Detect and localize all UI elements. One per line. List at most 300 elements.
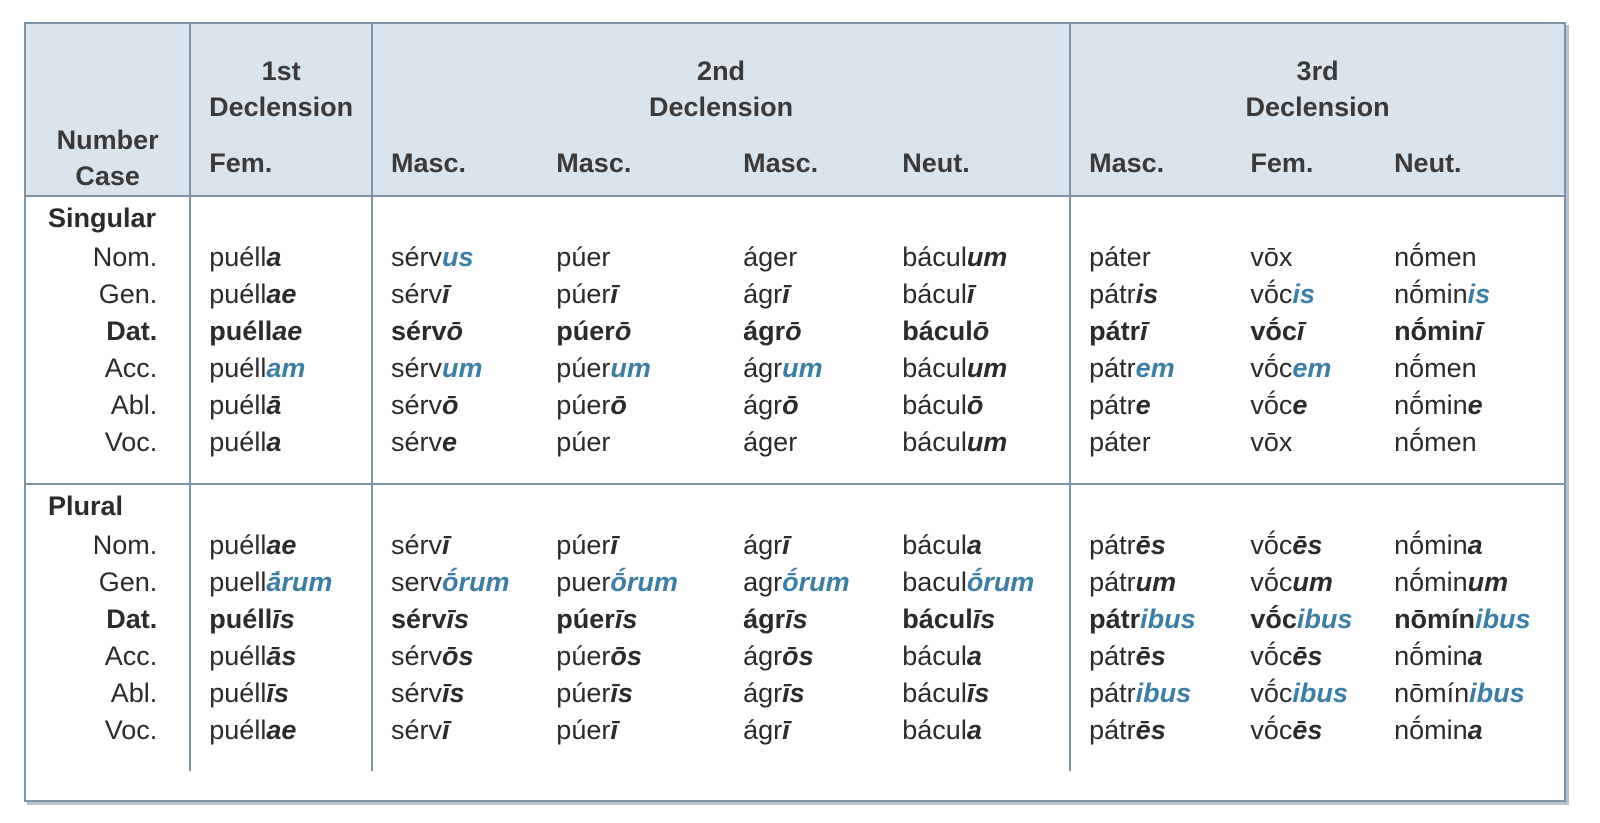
- stem: pátr: [1089, 715, 1136, 745]
- stem: nṓmen: [1394, 242, 1477, 272]
- word-form: [538, 712, 725, 749]
- spacer-cell: [372, 749, 538, 771]
- stem: púer: [556, 242, 611, 272]
- stem: púer: [556, 604, 615, 634]
- ending: ṓrum: [782, 567, 850, 597]
- declension-3-ordinal: 3rd: [1296, 56, 1339, 86]
- stem: vṓc: [1250, 715, 1293, 745]
- stem: ágr: [743, 353, 783, 383]
- ending: īs: [442, 678, 465, 708]
- ending: is: [1467, 279, 1491, 309]
- word-form: [1070, 601, 1232, 638]
- case-label: Dat.: [26, 313, 190, 350]
- empty-cell: [538, 484, 725, 527]
- case-label: Voc.: [26, 712, 190, 749]
- ending: ō: [782, 390, 799, 420]
- stem: vṓc: [1250, 530, 1293, 560]
- word-form: [372, 350, 538, 387]
- ending: um: [1135, 567, 1177, 597]
- empty-cell: [1232, 484, 1376, 527]
- ending: e: [1292, 390, 1308, 420]
- ending: īs: [972, 604, 996, 634]
- table-row: [26, 527, 1564, 564]
- ending: ōs: [610, 641, 642, 671]
- stem: sérv: [390, 427, 442, 457]
- word-form: [538, 424, 725, 461]
- ending: ī: [1296, 316, 1305, 346]
- spacer-cell: [538, 461, 725, 484]
- word-form: [725, 276, 884, 313]
- spacer-cell: [26, 461, 190, 484]
- stem: bácul: [902, 390, 967, 420]
- case-label: Acc.: [26, 638, 190, 675]
- spacer-cell: [1232, 749, 1376, 771]
- number-case-header: [26, 24, 190, 196]
- spacer-cell: [1376, 749, 1564, 771]
- case-label: Case: [75, 161, 140, 191]
- stem: áger: [743, 427, 798, 457]
- word-form: [1376, 675, 1564, 712]
- ending: ō: [614, 316, 632, 346]
- word-form: [1070, 424, 1232, 461]
- ending: ēs: [1292, 715, 1323, 745]
- word-form: [1376, 638, 1564, 675]
- word-form: [190, 564, 372, 601]
- empty-cell: [884, 484, 1070, 527]
- case-label: Gen.: [26, 564, 190, 601]
- group-label: Singular: [26, 196, 190, 239]
- ending: ī: [610, 279, 618, 309]
- word-form: [884, 527, 1070, 564]
- declension-2-header: [372, 24, 1070, 131]
- word-form: [884, 564, 1070, 601]
- stem: sérv: [390, 316, 447, 346]
- spacer-cell: [725, 749, 884, 771]
- ending: īs: [266, 678, 289, 708]
- stem: puéll: [209, 604, 273, 634]
- word-form: [1232, 350, 1376, 387]
- stem: pátr: [1089, 678, 1136, 708]
- word-form: [372, 424, 538, 461]
- stem: púer: [556, 353, 611, 383]
- table-row: [26, 564, 1564, 601]
- stem: sérv: [390, 641, 442, 671]
- word-form: [190, 387, 372, 424]
- word-form: [1232, 675, 1376, 712]
- declension-3-header: [1070, 24, 1564, 131]
- word-form: [1232, 564, 1376, 601]
- word-form: [372, 276, 538, 313]
- word-form: [1070, 527, 1232, 564]
- empty-cell: [372, 484, 538, 527]
- declension-1-header: [190, 24, 372, 131]
- stem: vōx: [1250, 427, 1293, 457]
- stem: agr: [743, 567, 783, 597]
- word-form: [1376, 527, 1564, 564]
- declension-1-word: Declension: [209, 92, 354, 122]
- declension-table: [26, 24, 1564, 771]
- gender-header: Neut.: [884, 131, 1070, 196]
- stem: nṓmin: [1394, 279, 1468, 309]
- stem: puéll: [209, 390, 267, 420]
- stem: púer: [556, 390, 611, 420]
- word-form: [538, 564, 725, 601]
- empty-cell: [1070, 196, 1232, 239]
- stem: puéll: [209, 715, 267, 745]
- ending: ēs: [1292, 530, 1323, 560]
- stem: ágr: [743, 715, 783, 745]
- ending: ēs: [1135, 530, 1166, 560]
- ending: e: [1467, 390, 1483, 420]
- empty-cell: [1376, 484, 1564, 527]
- stem: puéll: [209, 353, 267, 383]
- spacer-cell: [190, 461, 372, 484]
- stem: vṓc: [1250, 641, 1293, 671]
- ending: um: [966, 353, 1008, 383]
- word-form: [884, 638, 1070, 675]
- stem: pátr: [1089, 279, 1136, 309]
- ending: ēs: [1292, 641, 1323, 671]
- ending: ā́rum: [266, 567, 333, 597]
- word-form: [1376, 601, 1564, 638]
- word-form: [372, 564, 538, 601]
- gender-header: Masc.: [1070, 131, 1232, 196]
- stem: bácul: [902, 715, 967, 745]
- case-label: Nom.: [26, 239, 190, 276]
- stem: bácul: [902, 242, 967, 272]
- gender-header: Masc.: [538, 131, 725, 196]
- ending: ō: [446, 316, 464, 346]
- spacer-cell: [1376, 461, 1564, 484]
- word-form: [1376, 350, 1564, 387]
- stem: ágr: [743, 279, 783, 309]
- stem: nṓmin: [1394, 567, 1468, 597]
- stem: púer: [556, 316, 615, 346]
- word-form: [884, 675, 1070, 712]
- stem: sérv: [390, 279, 442, 309]
- stem: nṓmen: [1394, 427, 1477, 457]
- ending: ī: [1140, 316, 1148, 346]
- stem: puéll: [209, 678, 267, 708]
- stem: vṓc: [1250, 279, 1293, 309]
- group-spacer: [26, 749, 1564, 771]
- word-form: [372, 239, 538, 276]
- ending: um: [1467, 567, 1509, 597]
- stem: ágr: [743, 316, 786, 346]
- word-form: [538, 276, 725, 313]
- stem: ágr: [743, 604, 786, 634]
- ending: ibus: [1469, 678, 1525, 708]
- word-form: [1376, 239, 1564, 276]
- table-row: [26, 712, 1564, 749]
- ending: ibus: [1296, 604, 1353, 634]
- ending: īs: [966, 678, 990, 708]
- word-form: [372, 638, 538, 675]
- word-form: [884, 239, 1070, 276]
- table-body: [26, 196, 1564, 771]
- word-form: [1232, 527, 1376, 564]
- ending: ī: [610, 715, 618, 745]
- word-form: [884, 276, 1070, 313]
- ending: ibus: [1475, 604, 1531, 634]
- word-form: [884, 350, 1070, 387]
- gender-header: Masc.: [725, 131, 884, 196]
- word-form: [538, 350, 725, 387]
- stem: púer: [556, 715, 611, 745]
- spacer-cell: [372, 461, 538, 484]
- stem: ágr: [743, 530, 783, 560]
- stem: púer: [556, 279, 611, 309]
- stem: bácul: [902, 353, 967, 383]
- word-form: [1070, 387, 1232, 424]
- empty-cell: [538, 196, 725, 239]
- word-form: [1070, 638, 1232, 675]
- stem: bácul: [902, 641, 967, 671]
- word-form: [725, 313, 884, 350]
- ending: ae: [272, 316, 303, 346]
- stem: sérv: [390, 390, 442, 420]
- stem: pátr: [1089, 567, 1136, 597]
- word-form: [725, 350, 884, 387]
- word-form: [1070, 276, 1232, 313]
- ending: um: [966, 427, 1008, 457]
- table-row: [26, 424, 1564, 461]
- word-form: [884, 424, 1070, 461]
- stem: pátr: [1089, 390, 1136, 420]
- ending: ī: [966, 279, 975, 309]
- stem: nōmín: [1394, 604, 1476, 634]
- ending: īs: [446, 604, 470, 634]
- ending: am: [266, 353, 306, 383]
- word-form: [1070, 313, 1232, 350]
- stem: nṓmin: [1394, 530, 1468, 560]
- word-form: [538, 527, 725, 564]
- word-form: [538, 313, 725, 350]
- stem: pátr: [1089, 353, 1136, 383]
- word-form: [1232, 424, 1376, 461]
- stem: pátr: [1089, 604, 1141, 634]
- group-label-row: [26, 484, 1564, 527]
- stem: páter: [1089, 427, 1151, 457]
- stem: vṓc: [1250, 567, 1293, 597]
- word-form: [538, 638, 725, 675]
- stem: vṓc: [1250, 316, 1297, 346]
- table-row: [26, 601, 1564, 638]
- stem: sérv: [390, 530, 442, 560]
- declension-2-word: Declension: [649, 92, 794, 122]
- stem: nṓmin: [1394, 715, 1468, 745]
- gender-header: Fem.: [190, 131, 372, 196]
- group-label-row: [26, 196, 1564, 239]
- word-form: [725, 387, 884, 424]
- word-form: [1376, 387, 1564, 424]
- stem: bácul: [902, 316, 973, 346]
- word-form: [372, 527, 538, 564]
- stem: puell: [209, 567, 267, 597]
- word-form: [372, 601, 538, 638]
- stem: sérv: [390, 242, 442, 272]
- table-row: [26, 675, 1564, 712]
- table-row: [26, 239, 1564, 276]
- stem: sérv: [390, 678, 442, 708]
- stem: pátr: [1089, 641, 1136, 671]
- word-form: [1232, 638, 1376, 675]
- stem: puéll: [209, 316, 273, 346]
- word-form: [372, 675, 538, 712]
- group-spacer: [26, 461, 1564, 484]
- stem: bácul: [902, 279, 967, 309]
- declension-2-ordinal: 2nd: [697, 56, 746, 86]
- ending: ī: [610, 530, 618, 560]
- spacer-cell: [884, 749, 1070, 771]
- stem: nṓmin: [1394, 316, 1476, 346]
- ending: ō: [442, 390, 459, 420]
- table-row: [26, 387, 1564, 424]
- ending: e: [1135, 390, 1151, 420]
- stem: ágr: [743, 641, 783, 671]
- ending: a: [1467, 641, 1483, 671]
- case-label: Nom.: [26, 527, 190, 564]
- declension-table-frame: [24, 22, 1566, 802]
- ending: ēs: [1135, 641, 1166, 671]
- ending: ī: [782, 530, 790, 560]
- word-form: [538, 387, 725, 424]
- stem: puéll: [209, 641, 267, 671]
- ending: us: [442, 242, 474, 272]
- spacer-cell: [190, 749, 372, 771]
- word-form: [372, 712, 538, 749]
- ending: ō: [610, 390, 627, 420]
- spacer-cell: [725, 461, 884, 484]
- stem: puéll: [209, 427, 267, 457]
- group-label: Plural: [26, 484, 190, 527]
- ending: ibus: [1135, 678, 1192, 708]
- stem: páter: [1089, 242, 1151, 272]
- ending: um: [1292, 567, 1333, 597]
- word-form: [884, 387, 1070, 424]
- ending: ōs: [782, 641, 814, 671]
- ending: ṓrum: [966, 567, 1035, 597]
- gender-header: Fem.: [1232, 131, 1376, 196]
- declension-3-word: Declension: [1245, 92, 1390, 122]
- word-form: [725, 601, 884, 638]
- word-form: [1232, 239, 1376, 276]
- stem: pátr: [1089, 530, 1136, 560]
- ending: um: [442, 353, 483, 383]
- ending: a: [266, 427, 282, 457]
- ending: is: [1292, 279, 1315, 309]
- stem: bácul: [902, 530, 967, 560]
- ending: ās: [266, 641, 297, 671]
- stem: puéll: [209, 279, 267, 309]
- word-form: [884, 601, 1070, 638]
- spacer-cell: [538, 749, 725, 771]
- stem: bácul: [902, 678, 967, 708]
- word-form: [1376, 276, 1564, 313]
- ending: um: [610, 353, 651, 383]
- ending: ī: [442, 279, 450, 309]
- stem: puéll: [209, 530, 267, 560]
- ending: a: [1467, 530, 1483, 560]
- word-form: [190, 424, 372, 461]
- stem: púer: [556, 678, 611, 708]
- stem: puéll: [209, 242, 267, 272]
- case-label: Abl.: [26, 675, 190, 712]
- ending: ō: [966, 390, 984, 420]
- ending: ṓrum: [610, 567, 678, 597]
- stem: bacul: [902, 567, 967, 597]
- ending: īs: [614, 604, 638, 634]
- case-label: Dat.: [26, 601, 190, 638]
- ending: um: [782, 353, 823, 383]
- ending: ōs: [442, 641, 474, 671]
- stem: nṓmen: [1394, 353, 1477, 383]
- stem: púer: [556, 641, 611, 671]
- word-form: [725, 675, 884, 712]
- spacer-cell: [1070, 749, 1232, 771]
- ending: a: [966, 641, 982, 671]
- ending: em: [1135, 353, 1175, 383]
- empty-cell: [884, 196, 1070, 239]
- stem: nōmín: [1394, 678, 1470, 708]
- empty-cell: [1232, 196, 1376, 239]
- word-form: [725, 424, 884, 461]
- table-row: [26, 276, 1564, 313]
- stem: bácul: [902, 427, 967, 457]
- stem: pátr: [1089, 316, 1141, 346]
- spacer-cell: [1232, 461, 1376, 484]
- ending: īs: [610, 678, 633, 708]
- word-form: [1232, 712, 1376, 749]
- stem: bácul: [902, 604, 973, 634]
- word-form: [1070, 564, 1232, 601]
- case-label: Abl.: [26, 387, 190, 424]
- word-form: [725, 527, 884, 564]
- ending: is: [1135, 279, 1159, 309]
- word-form: [1376, 564, 1564, 601]
- ending: īs: [272, 604, 295, 634]
- word-form: [538, 601, 725, 638]
- stem: vṓc: [1250, 604, 1297, 634]
- empty-cell: [190, 196, 372, 239]
- ending: a: [966, 530, 982, 560]
- ending: ae: [266, 715, 297, 745]
- word-form: [725, 638, 884, 675]
- stem: púer: [556, 427, 611, 457]
- ending: ī: [442, 530, 450, 560]
- ending: ō: [785, 316, 802, 346]
- stem: púer: [556, 530, 611, 560]
- word-form: [1232, 601, 1376, 638]
- stem: sérv: [390, 604, 447, 634]
- ending: a: [1467, 715, 1483, 745]
- ending: e: [442, 427, 458, 457]
- word-form: [190, 527, 372, 564]
- case-label: Voc.: [26, 424, 190, 461]
- stem: vṓc: [1250, 353, 1293, 383]
- word-form: [372, 313, 538, 350]
- stem: sérv: [390, 715, 442, 745]
- declension-1-ordinal: 1st: [261, 56, 301, 86]
- ending: ī: [1475, 316, 1483, 346]
- ending: em: [1292, 353, 1332, 383]
- word-form: [190, 675, 372, 712]
- word-form: [190, 239, 372, 276]
- word-form: [1070, 350, 1232, 387]
- word-form: [1070, 239, 1232, 276]
- ending: ō: [972, 316, 990, 346]
- ending: ae: [266, 279, 297, 309]
